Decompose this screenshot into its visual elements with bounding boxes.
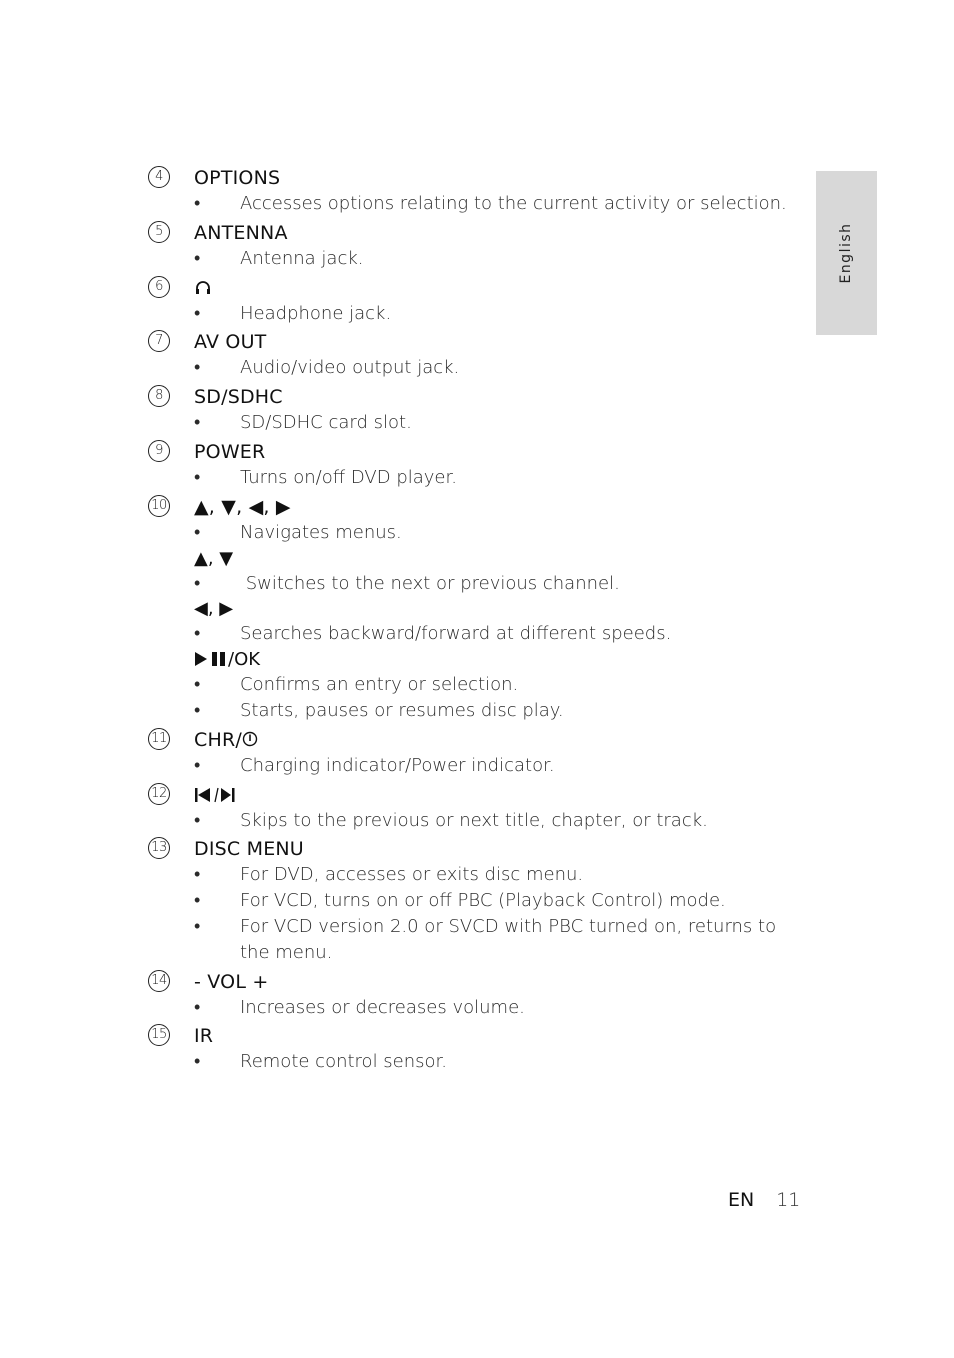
item-title: ▲, ▼, ◀, ▶	[194, 495, 291, 518]
bullet-text: Turns on/off DVD player.	[240, 466, 457, 488]
headphone-icon	[194, 279, 212, 296]
controls-list	[148, 165, 808, 1078]
subgroup-title: ▲, ▼	[194, 547, 234, 569]
language-tab-label: English	[838, 222, 854, 284]
bullet-marker: •	[194, 890, 201, 912]
item-number: 15	[148, 1024, 170, 1046]
bullet-text: Charging indicator/Power indicator.	[240, 754, 555, 776]
bullet-marker: •	[194, 357, 201, 379]
bullet-text: Audio/video output jack.	[240, 357, 460, 379]
list-item	[148, 836, 808, 965]
item-number: 13	[148, 837, 170, 859]
bullet-marker: •	[194, 1051, 201, 1073]
bullet-item	[194, 355, 808, 381]
item-title	[194, 727, 808, 753]
bullet-marker: •	[194, 996, 201, 1018]
list-item	[148, 165, 808, 217]
bullet-text: For VCD, turns on or off PBC (Playback Control) mode.	[240, 890, 726, 912]
bullet-marker: •	[194, 915, 201, 937]
item-number: 8	[148, 385, 170, 407]
list-item	[148, 439, 808, 491]
bullet-item	[194, 465, 808, 491]
list-item	[148, 220, 808, 272]
item-title: AV OUT	[194, 331, 267, 354]
chr-label: CHR/	[194, 728, 242, 751]
bullet-item	[194, 1049, 808, 1075]
bullet-item	[194, 753, 808, 779]
bullet-item	[194, 672, 808, 698]
bullet-item	[194, 410, 808, 436]
bullet-item	[194, 571, 808, 597]
item-title: - VOL +	[194, 970, 269, 993]
bullet-marker: •	[194, 809, 201, 831]
language-side-tab	[816, 171, 877, 335]
item-number: 10	[148, 495, 170, 517]
list-item	[148, 782, 808, 834]
bullet-marker: •	[194, 247, 201, 269]
bullet-marker: •	[194, 754, 201, 776]
bullet-marker: •	[194, 572, 201, 594]
page-footer	[728, 1186, 800, 1214]
bullet-item	[194, 246, 808, 272]
bullet-text: Increases or decreases volume.	[240, 996, 525, 1018]
item-title: ANTENNA	[194, 221, 288, 244]
item-title: OPTIONS	[194, 167, 281, 189]
power-icon	[242, 731, 258, 747]
bullet-item	[194, 191, 808, 217]
item-title	[194, 275, 808, 301]
list-item	[148, 384, 808, 436]
item-number: 6	[148, 276, 170, 298]
bullet-marker: •	[194, 466, 201, 488]
page-number: 11	[776, 1189, 801, 1211]
prev-next-icon	[194, 787, 236, 803]
bullet-item	[194, 301, 808, 327]
bullet-marker: •	[194, 864, 201, 886]
item-title: SD/SDHC	[194, 386, 283, 409]
item-title: IR	[194, 1025, 214, 1048]
item-number: 7	[148, 330, 170, 352]
bullet-marker: •	[194, 521, 201, 543]
subgroup-title	[194, 647, 808, 672]
bullet-item	[194, 520, 808, 546]
bullet-text: Navigates menus.	[240, 521, 402, 543]
item-number: 12	[148, 783, 170, 805]
list-item	[148, 329, 808, 381]
bullet-marker: •	[194, 699, 201, 721]
item-number: 5	[148, 221, 170, 243]
bullet-text: Confirms an entry or selection.	[240, 674, 519, 696]
bullet-item	[194, 914, 808, 966]
item-number: 14	[148, 970, 170, 992]
bullet-item	[194, 621, 808, 647]
bullet-text: Searches backward/forward at different speeds.	[240, 623, 672, 645]
list-item	[148, 275, 808, 327]
play-pause-icon	[194, 651, 228, 667]
list-item	[148, 727, 808, 779]
bullet-text: For DVD, accesses or exits disc menu.	[240, 864, 584, 886]
subgroup-title: ◀, ▶	[194, 598, 234, 620]
list-item	[148, 969, 808, 1021]
item-title	[194, 782, 808, 808]
bullet-text: Accesses options relating to the current activity or selection.	[240, 193, 787, 214]
bullet-marker: •	[194, 302, 201, 324]
bullet-text: SD/SDHC card slot.	[240, 412, 412, 434]
list-item	[148, 494, 808, 724]
bullet-item	[194, 862, 808, 888]
bullet-text: Starts, pauses or resumes disc play.	[240, 699, 564, 721]
bullet-item	[194, 808, 808, 834]
bullet-text: For VCD version 2.0 or SVCD with PBC turned on, returns to the menu.	[240, 915, 777, 963]
bullet-marker: •	[194, 674, 201, 696]
bullet-marker: •	[194, 412, 201, 434]
bullet-text: Antenna jack.	[240, 247, 364, 269]
item-title: DISC MENU	[194, 838, 304, 861]
bullet-marker: •	[194, 623, 201, 645]
bullet-item	[194, 995, 808, 1021]
item-number: 4	[148, 166, 170, 188]
bullet-item	[194, 888, 808, 914]
item-number: 11	[148, 728, 170, 750]
item-title: POWER	[194, 440, 266, 463]
footer-language: EN	[728, 1189, 755, 1211]
list-item	[148, 1023, 808, 1075]
bullet-text: Switches to the next or previous channel.	[240, 572, 620, 594]
bullet-marker: •	[194, 193, 201, 214]
bullet-text: Remote control sensor.	[240, 1051, 448, 1073]
bullet-text: Headphone jack.	[240, 302, 392, 324]
item-number: 9	[148, 440, 170, 462]
bullet-item	[194, 698, 808, 724]
bullet-text: Skips to the previous or next title, chapter, or track.	[240, 809, 708, 831]
ok-label: /OK	[228, 649, 261, 671]
